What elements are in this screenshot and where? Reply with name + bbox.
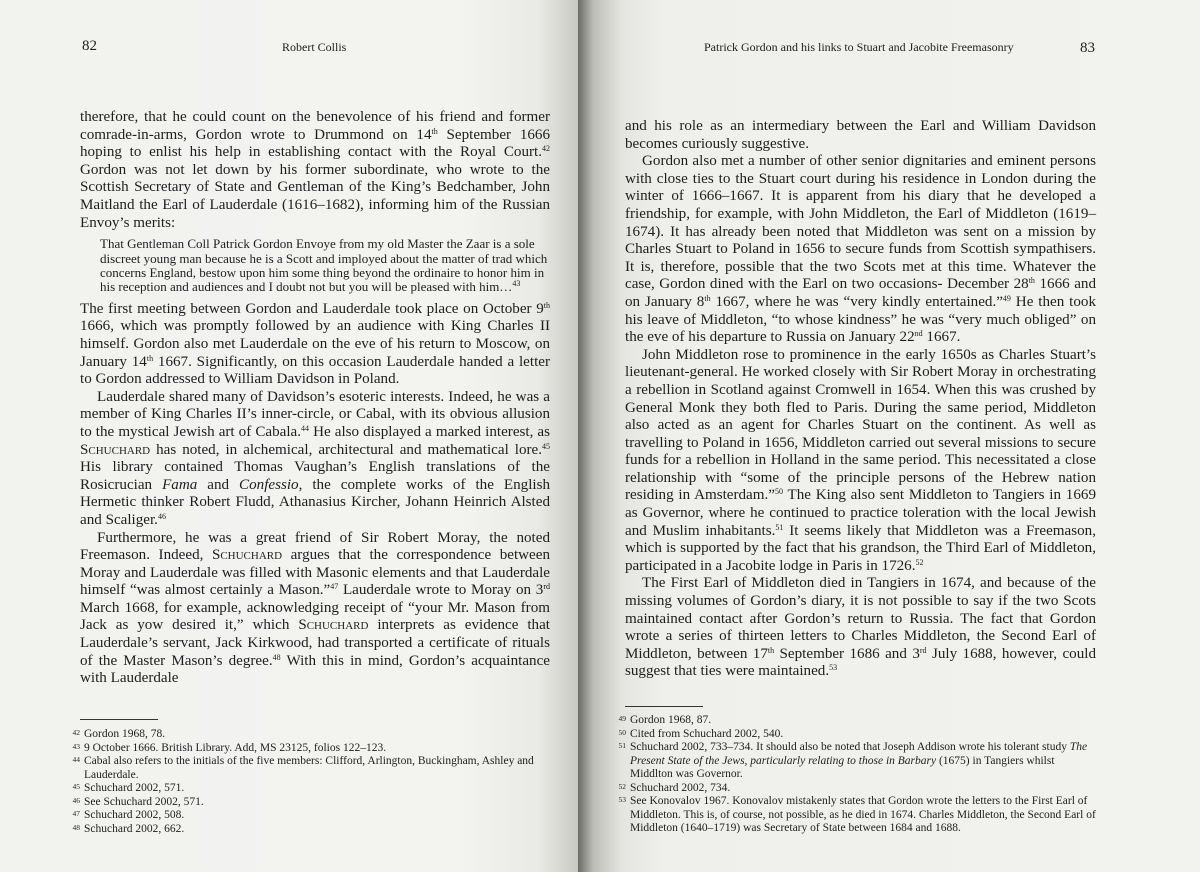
footnote-number: 48 — [72, 822, 80, 832]
footnote-number: 50 — [618, 727, 626, 737]
right-page — [578, 0, 1200, 872]
footnote-rule — [625, 706, 703, 707]
superscript: th — [431, 126, 438, 136]
superscript: 45 — [542, 441, 550, 451]
paragraph: and his role as an intermediary between the Earl and William Davidson becomes curiously suggestive. — [625, 118, 1096, 152]
superscript: 47 — [330, 582, 339, 592]
footnote-number: 42 — [72, 728, 80, 737]
superscript: 52 — [915, 557, 924, 567]
footnote: 45 Schuchard 2002, 571. — [44, 782, 556, 796]
footnote-number: 47 — [72, 809, 80, 818]
superscript: 50 — [774, 487, 783, 497]
footnote: 52 Schuchard 2002, 734. — [590, 782, 1100, 796]
footnote-number: 52 — [618, 781, 626, 791]
footnote-number: 51 — [618, 741, 626, 750]
footnote: 44 Cabal also refers to the initials of the five members: Clifford, Arlington, Buckingham, Ashley and Lauderdale. — [44, 755, 556, 782]
paragraph: John Middleton rose to prominence in the early 1650s as Charles Stuart’s lieutenant-general. He worked closely with Sir Robert Moray in orchestrating a rebellion in Scotland against Cromwell in 1654. When this was crushed by General Monk they both fled to Paris. During the same period, Middleton also acted as an agent for Charles Stuart on the continent. As well as travelling to Poland in 1656, Middleton carried out several missions to secure funds for a rebellion in Holland in the same period. This necessitated a close relationship with “some of the principle persons of the Hebrew nation residing in Amsterdam.”$^{50}$ The King also sent Middleton to Tangiers in 1669 as Governor, where he continued to practice toleration with the local Jewish and Muslim inhabitants.$^{51}$ It seems likely that Middleton was a Freemason, which is supported by the fact that his grandson, the Third Earl of Middleton, participated in a Jacobite lodge in Paris in 1726.52 — [625, 346, 1096, 574]
italic-title: Confessio — [239, 476, 299, 493]
running-head: Patrick Gordon and his links to Stuart and Jacobite Freemasonry — [704, 40, 1014, 54]
small-caps-name: Schuchard — [298, 617, 369, 634]
small-caps-name: Schuchard — [211, 547, 283, 564]
page-number: 82 — [82, 38, 97, 54]
superscript: rd — [919, 645, 927, 655]
footnote-number: 45 — [72, 782, 80, 791]
footnote-number: 44 — [72, 755, 80, 764]
paragraph: therefore, that he could count on the benevolence of his friend and former comrade-in-arms, Gordon wrote to Drummond on 14th September 1666 hoping to enlist his help in establishing contact with the Royal Court.$^{42}$ Gordon was not let down by his former subordinate, who wrote to the Scottish Secretary of State and Gentleman of the King’s Bedchamber, John Maitland the Earl of Lauderdale (1616–1682), informing him of the Russian Envoy’s merits: — [80, 109, 551, 231]
running-head: Robert Collis — [282, 40, 347, 54]
superscript: 42 — [542, 144, 550, 154]
footnote-number: 53 — [618, 795, 626, 804]
footnote: 49 Gordon 1968, 87. — [590, 714, 1100, 728]
footnote: 43 9 October 1666. British Library. Add, MS 23125, folios 122–123. — [44, 742, 556, 756]
superscript: 53 — [829, 663, 838, 673]
page-number: 83 — [1080, 40, 1095, 56]
footnote: 47 Schuchard 2002, 508. — [44, 809, 556, 823]
footnote: 50 Cited from Schuchard 2002, 540. — [590, 728, 1100, 742]
body-text — [625, 118, 1096, 681]
footnote: 48 Schuchard 2002, 662. — [44, 823, 556, 837]
footnotes — [590, 714, 1100, 836]
paragraph: The first meeting between Gordon and Lauderdale took place on October 9th 1666, which was promptly followed by an audience with King Charles II himself. Gordon also met Lauderdale on the eve of his return to Moscow, on January 14th 1667. Significantly, on this occasion Lauderdale handed a letter to Gordon addressed to William Davidson in Poland. — [80, 300, 550, 388]
superscript: rd — [543, 582, 551, 592]
italic-title: Fama — [162, 476, 198, 493]
superscript: nd — [914, 329, 923, 339]
paragraph-group — [80, 109, 550, 232]
superscript: th — [1028, 276, 1035, 286]
footnotes — [44, 728, 556, 836]
superscript: th — [767, 645, 775, 655]
superscript: 43 — [512, 279, 521, 289]
footnote: 42 Gordon 1968, 78. — [44, 728, 556, 742]
quote-text: That Gentleman Coll Patrick Gordon Envoye from my old Master the Zaar is a sole discreet young man because he is a Scott and imployed about the matter of trad which concerns England, bestow upon him some thing beyond the ordinaire to honor him in his reception and audiences and I doubt not but you will be pleased with him…$^{43}$ — [100, 236, 548, 295]
left-page — [0, 0, 578, 872]
paragraph-group — [625, 118, 1096, 681]
superscript: 48 — [272, 652, 281, 662]
superscript: th — [543, 300, 550, 310]
footnote: 53 See Konovalov 1967. Konovalov mistakenly states that Gordon wrote the letters to the First Earl of Middleton. This is, of course, not possible, as he died in 1674. Charles Middleton, the Second Earl of Middleton (1640–1719) was Secretary of State between 1684 and 1688. — [590, 795, 1100, 836]
footnote: 46 See Schuchard 2002, 571. — [44, 796, 556, 810]
paragraph: Gordon also met a number of other senior dignitaries and eminent persons with close ties to the Stuart court during his residence in London during the winter of 1666–1667. It is apparent from his diary that he developed a friendship, for example, with John Middleton, the Earl of Middleton (1619–1674). It has already been noted that Middleton was sent on a mission by Charles Stuart to Poland in 1656 to secure funds from Scottish sympathisers. It is, therefore, possible that the two Scots met at this time. Whatever the case, Gordon dined with the Earl on two occasions- December 28th 1666 and on January 8th 1667, where he was “very kindly entertained.”$^{49}$ He then took his leave of Middleton, “to whose kindness” he was “very much obliged” on the eve of his departure to Russia on January 22nd 1667. — [625, 153, 1096, 346]
footnote-rule — [80, 719, 158, 720]
italic-title: The Present State of the Jews, particularly relating to those in Barbary — [630, 741, 1088, 767]
superscript: 46 — [157, 511, 166, 521]
paragraph-group — [80, 301, 550, 688]
footnote: 51 Schuchard 2002, 733–734. It should also be noted that Joseph Addison wrote his tolerant study The Present State of the Jews, particularly relating to those in Barbary (1675) in Tangiers whilst Middlton was Governor. — [590, 741, 1100, 782]
superscript: 49 — [1002, 293, 1011, 303]
superscript: th — [146, 353, 154, 363]
block-quote — [100, 237, 550, 295]
footnote-number: 46 — [72, 795, 80, 805]
footnote-number: 49 — [618, 714, 626, 723]
paragraph: Lauderdale shared many of Davidson’s esoteric interests. Indeed, he was a member of King Charles II’s inner-circle, or Cabal, with its obvious allusion to the mystical Jewish art of Cabala.$^{44}$ He also displayed a marked interest, as Schuchard has noted, in alchemical, architectural and mathematical lore.$^{45}$ His library contained Thomas Vaughan’s English translations of the Rosicrucian Fama and Confessio, the complete works of the English Hermetic thinker Robert Fludd, Athanasius Kircher, Johann Heinrich Alsted and Scaliger.$^{46}$ — [80, 388, 551, 528]
body-text — [80, 109, 550, 688]
paragraph: Furthermore, he was a great friend of Sir Robert Moray, the noted Freemason. Indeed, Schuchard argues that the correspondence between Moray and Lauderdale was filled with Masonic elements and that Lauderdale himself “was almost certainly a Mason.”$^{47}$ Lauderdale wrote to Moray on 3rd March 1668, for example, acknowledging receipt of “your Mr. Mason from Jack as yow desired it,” which Schuchard interprets as evidence that Lauderdale’s servant, Jack Kirkwood, had transported a certificate of rituals of the Master Mason’s degree.$^{48}$ With this in mind, Gordon’s acquaintance with Lauderdale — [80, 529, 551, 687]
superscript: 44 — [301, 423, 310, 433]
superscript: th — [704, 293, 711, 303]
paragraph: The First Earl of Middleton died in Tangiers in 1674, and because of the missing volumes of Gordon’s diary, it is not possible to say if the two Scots maintained contact after Gordon’s return to Russia. The fact that Gordon wrote a series of thirteen letters to Charles Middleton, the Second Earl of Middleton, between 17th September 1686 and 3rd July 1688, however, could suggest that ties were maintained.$^{53}$ — [625, 575, 1097, 680]
small-caps-name: Schuchard — [80, 441, 151, 458]
footnote-number: 43 — [72, 741, 80, 751]
superscript: 51 — [775, 522, 784, 532]
